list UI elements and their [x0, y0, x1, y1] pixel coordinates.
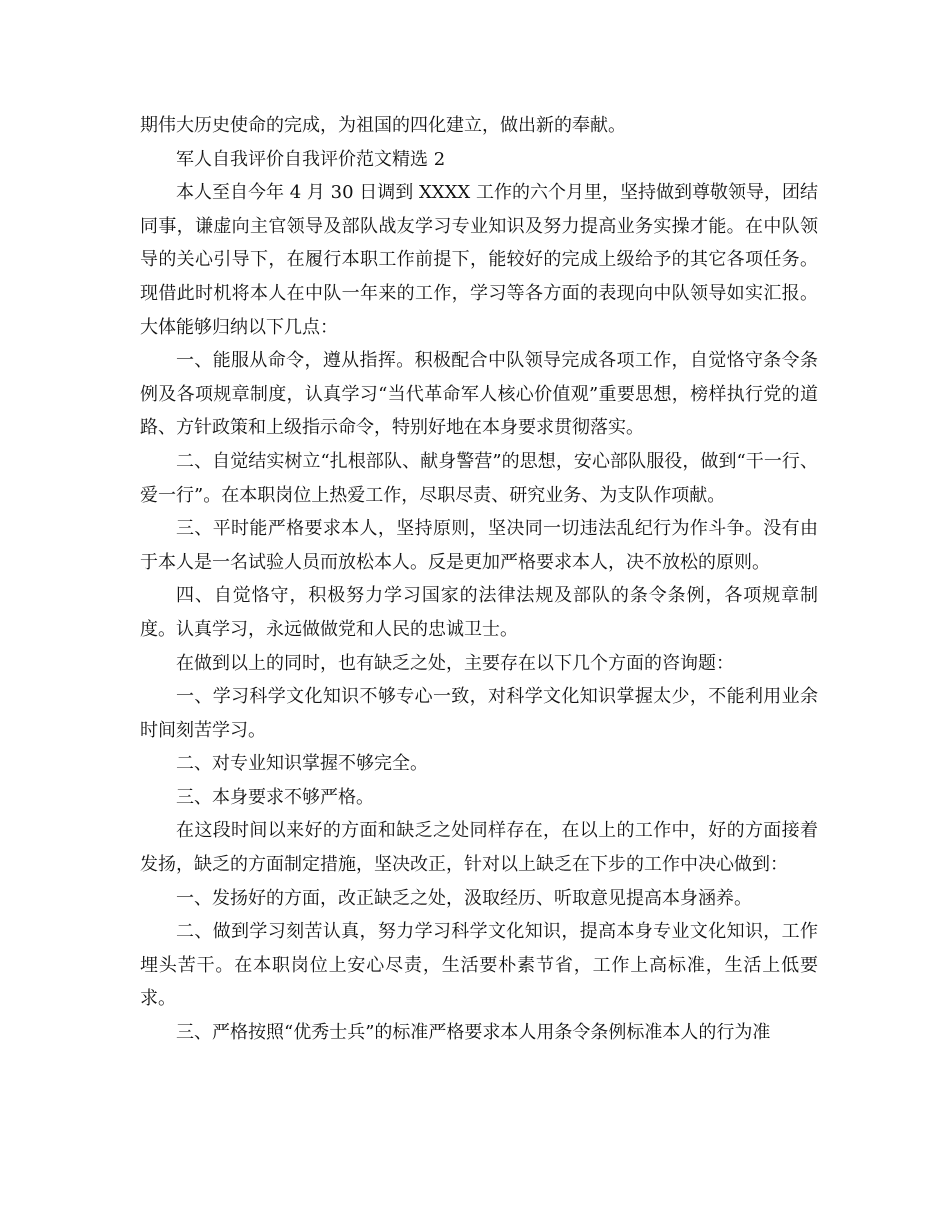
paragraph-point-2: 二、自觉结实树立“扎根部队、献身警营”的思想，安心部队服役，做到“干一行、爱一行”。在本职岗位上热爱工作，尽职尽责、研究业务、为支队作项献。: [140, 450, 818, 506]
paragraph-resolution-3: 三、严格按照“优秀士兵”的标准严格要求本人用条令条例标准本人的行为准: [176, 1022, 771, 1044]
paragraph-resolution-2: 二、做到学习刻苦认真，努力学习科学文化知识，提高本身专业文化知识，工作埋头苦干。在本职岗位上安心尽责，生活要朴素节省，工作上高标准，生活上低要求。: [140, 921, 818, 1010]
paragraph-point-3: 三、平时能严格要求本人，坚持原则，坚决同一切违法乱纪行为作斗争。没有由于本人是一名试验人员而放松本人。反是更加严格要求本人，决不放松的原则。: [140, 518, 818, 573]
paragraph-shortcoming-2: 二、对专业知识掌握不够完全。: [176, 753, 428, 775]
paragraph-shortcoming-1: 一、学习科学文化知识不够专心一致，对科学文化知识掌握太少，不能利用业余时间刻苦学习。: [140, 686, 818, 741]
paragraph-resolution-1: 一、发扬好的方面，改正缺乏之处，汲取经历、听取意见提高本身涵养。: [176, 887, 752, 909]
paragraph-shortcomings-intro: 在做到以上的同时，也有缺乏之处，主要存在以下几个方面的咨询题：: [176, 652, 734, 674]
paragraph-shortcoming-3: 三、本身要求不够严格。: [176, 786, 374, 808]
paragraph-continuation: 期伟大历史使命的完成，为祖国的四化建立，做出新的奉献。: [140, 115, 626, 136]
section-heading: 军人自我评价自我评价范文精选 2: [176, 148, 446, 170]
paragraph-point-1: 一、能服从命令，遵从指挥。积极配合中队领导完成各项工作，自觉恪守条令条例及各项规章制度，认真学习“当代革命军人核心价值观”重要思想，榜样执行党的道路、方针政策和上级指示命令，特别好地在本身要求贯彻落实。: [140, 350, 818, 439]
paragraph-point-4: 四、自觉恪守，积极努力学习国家的法律法规及部队的条令条例，各项规章制度。认真学习，永远做做党和人民的忠诚卫士。: [140, 585, 818, 640]
document-page: [140, 0, 818, 1230]
paragraph-resolution-intro: 在这段时间以来好的方面和缺乏之处同样存在，在以上的工作中，好的方面接着发扬，缺乏的方面制定措施，坚决改正，针对以上缺乏在下步的工作中决心做到：: [140, 820, 818, 876]
paragraph-intro: 本人至自今年 4 月 30 日调到 XXXX 工作的六个月里，坚持做到尊敬领导，团结同事，谦虚向主官领导及部队战友学习专业知识及努力提高业务实操才能。在中队领导的关心引导下，在履行本职工作前提下，能较好的完成上级给予的其它各项任务。现借此时机将本人在中队一年来的工作，学习等各方面的表现向中队领导如实汇报。大体能够归纳以下几点：: [140, 182, 818, 338]
